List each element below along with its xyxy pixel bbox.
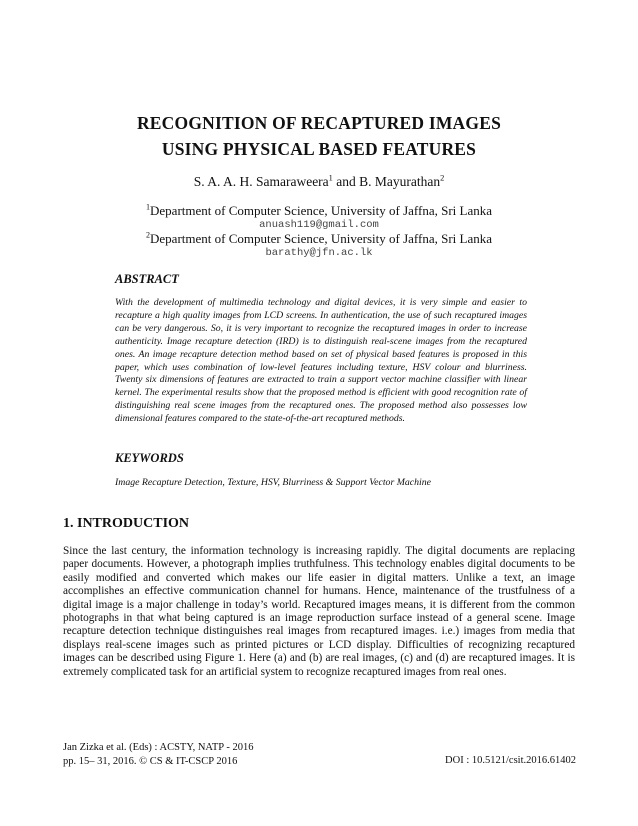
footer-citation: [63, 741, 253, 769]
title-line-2: USING PHYSICAL BASED FEATURES: [161, 139, 477, 159]
keywords-heading: KEYWORDS: [115, 451, 184, 465]
keywords-text: Image Recapture Detection, Texture, HSV, Blurriness & Support Vector Machine: [115, 477, 431, 488]
footer-line-2: pp. 15– 31, 2016. © CS & IT-CSCP 2016: [63, 756, 238, 767]
affiliation-2-text: Department of Computer Science, University of Jaffna, Sri Lanka: [150, 231, 493, 246]
author-2-sup: 2: [440, 173, 445, 183]
author-1-sup: 1: [328, 173, 333, 183]
introduction-heading: 1. INTRODUCTION: [63, 516, 190, 531]
footer-line-1: Jan Zizka et al. (Eds) : ACSTY, NATP - 2016: [63, 742, 254, 753]
affiliation-2: [60, 231, 578, 246]
abstract-heading: ABSTRACT: [115, 272, 179, 286]
footer-doi: DOI : 10.5121/csit.2016.61402: [445, 755, 576, 766]
paper-title: [60, 110, 578, 162]
affiliation-1-email: anuash119@gmail.com: [259, 219, 379, 231]
affiliation-1: [60, 203, 578, 218]
introduction-text: Since the last century, the information technology is increasing rapidly. The digital documents are replacing paper documents. However, a photograph implies truthfulness. This technology enables digital documents to be easily modified and converted which makes our life easier in digital matters. Unlike a text, an image accomplishes an effective communication channel for humans. Hence, maintenance of the trustfulness of a digital image is a major challenge in today’s world. Recaptured images means, it is different from the common photographs in that what being captured is an image reproduction surface instead of a general scene. Image recapture detection technique distinguishes real images from recaptured images. i.e.) images from media that displays real-scene images such as printed pictures or LCD display. Difficulties of recognizing recaptured images can be described using Figure 1. Here (a) and (b) are real images, (c) and (d) are recaptured images. It is extremely complicated task for an artificial system to recognize recaptured images from real ones.: [63, 545, 575, 678]
affiliation-1-text: Department of Computer Science, University of Jaffna, Sri Lanka: [150, 203, 493, 218]
affiliation-1-sup: 1: [145, 202, 151, 212]
affiliation-2-email: barathy@jfn.ac.lk: [265, 247, 373, 259]
author-1: S. A. A. H. Samaraweera: [193, 174, 329, 189]
author-2: and B. Mayurathan: [332, 174, 441, 189]
affiliation-2-sup: 2: [145, 230, 151, 240]
title-line-1: RECOGNITION OF RECAPTURED IMAGES: [136, 113, 502, 133]
author-line: [60, 174, 578, 190]
abstract-text: With the development of multimedia technology and digital devices, it is very simple and easier to recapture a high quality images from LCD screens. In authentication, the use of such recaptured images can be very dangerous. So, it is very important to recognize the recaptured images in order to increase authenticity. Image recapture detection (IRD) is to distinguish real-scene images from the recaptured ones. An image recapture detection method based on set of physical based features is proposed in this paper, which uses combination of low-level features including texture, HSV colour and blurriness. Twenty six dimensions of features are extracted to train a support vector machine classifier with linear kernel. The experimental results show that the proposed method is efficient with good recognition rate of distinguishing real scene images from the recaptured ones. The proposed method also possesses low dimensional features compared to the state-of-the-art recaptured methods.: [115, 297, 527, 425]
